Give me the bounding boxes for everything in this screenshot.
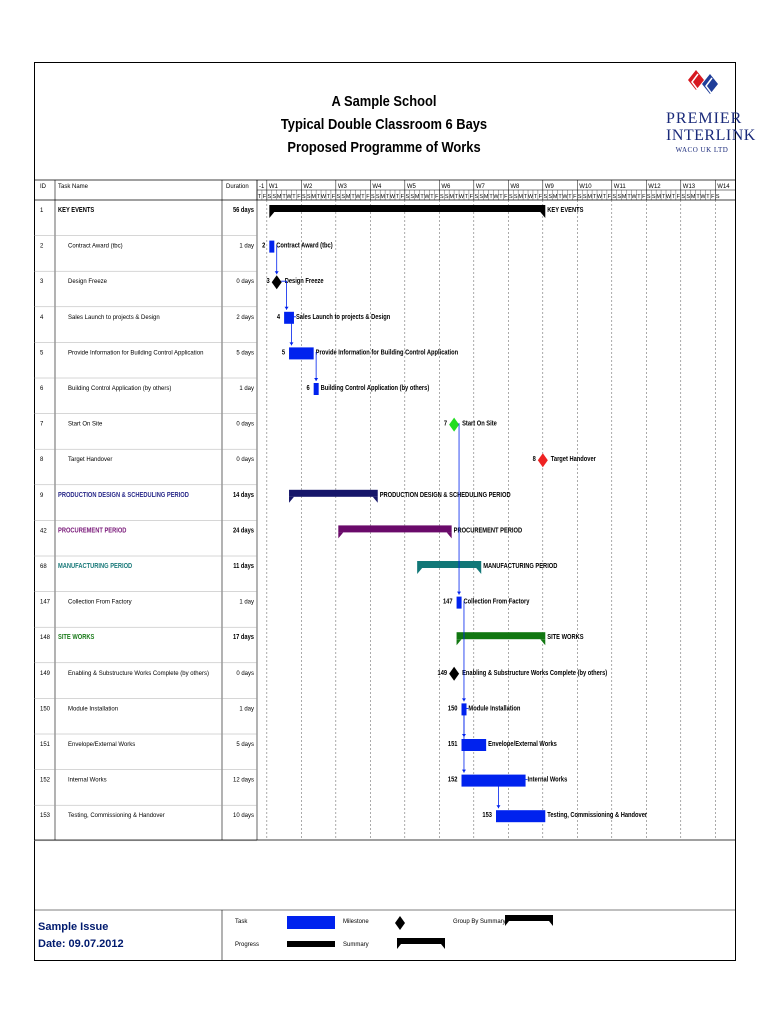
day-letter: S (301, 194, 306, 200)
milestone-diamond (449, 418, 459, 432)
day-letter: W (562, 194, 568, 200)
week-label: -1 (259, 184, 265, 190)
task-duration: 5 days (236, 350, 254, 357)
day-letter: S (508, 194, 513, 200)
day-letter: M (345, 194, 351, 200)
task-name: Sales Launch to projects & Design (68, 314, 160, 321)
title-line-1: A Sample School (331, 93, 437, 110)
day-letter: T (523, 194, 528, 200)
week-label: W10 (579, 184, 592, 190)
task-bar-label: Collection From Factory (463, 598, 530, 606)
task-bar-label: Testing, Commissioning & Handover (547, 811, 648, 820)
day-letter: T (706, 194, 710, 200)
summary-bar (338, 525, 451, 532)
day-letter: M (449, 194, 454, 200)
task-id: 1 (40, 208, 44, 214)
summary-bar-cap-left (269, 212, 274, 218)
day-letter: T (627, 194, 631, 200)
day-letter: S (577, 194, 582, 200)
task-bar-id: 2 (262, 242, 266, 250)
task-bar-label: Sales Launch to projects & Design (295, 313, 391, 321)
logo-line-2: INTERLINK (666, 127, 756, 144)
day-letter: T (464, 194, 469, 200)
day-letter: T (592, 194, 597, 200)
task-duration: 5 days (236, 742, 254, 748)
task-duration: 11 days (233, 562, 255, 571)
day-letter: S (405, 194, 410, 200)
day-letter: S (341, 194, 346, 200)
task-bar-id: 151 (447, 740, 458, 749)
day-letter: T (602, 194, 607, 200)
dependency-arrow (462, 698, 466, 701)
milestone-id: 149 (437, 669, 448, 677)
task-bar-id: 6 (306, 384, 310, 393)
task-bar-label: Contract Award (tbc) (276, 242, 333, 250)
legend-milestone-diamond (395, 916, 405, 930)
task-bar-id: 5 (281, 348, 286, 357)
day-letter: S (375, 194, 380, 200)
task-bar-label: Module Installation (468, 704, 521, 713)
day-letter: S (715, 194, 720, 200)
day-letter: F (435, 194, 439, 200)
day-letter: T (257, 194, 262, 200)
task-name: SITE WORKS (58, 633, 95, 642)
summary-bar-label: KEY EVENTS (547, 206, 584, 215)
task-duration: 0 days (236, 457, 254, 464)
dependency-arrow (496, 805, 500, 808)
day-letter: T (558, 194, 562, 200)
day-letter: W (631, 194, 637, 200)
task-bar (269, 241, 274, 253)
day-letter: F (538, 194, 543, 200)
day-letter: M (518, 194, 523, 200)
day-letter: T (385, 194, 390, 200)
task-id: 148 (40, 635, 51, 642)
day-letter: S (439, 194, 444, 200)
day-letter: S (370, 194, 375, 200)
day-letter: F (676, 194, 681, 200)
day-letter: T (696, 194, 700, 200)
task-name: Target Handover (68, 457, 113, 464)
day-letter: F (469, 194, 474, 200)
day-letter: W (458, 194, 465, 200)
milestone-label: Design Freeze (284, 277, 324, 286)
task-duration: 10 days (232, 813, 254, 820)
day-letter: T (489, 194, 493, 200)
day-letter: M (621, 194, 627, 200)
task-id: 152 (40, 777, 51, 784)
task-bar-id: 147 (443, 598, 453, 606)
day-letter: W (286, 194, 292, 200)
task-name: Collection From Factory (68, 599, 132, 606)
milestone-diamond (449, 667, 459, 681)
day-letter: S (686, 194, 691, 200)
task-id: 147 (40, 599, 51, 606)
task-name: KEY EVENTS (58, 206, 95, 215)
day-letter: F (297, 194, 301, 200)
milestone-id: 8 (532, 455, 536, 464)
task-bar-label: Building Control Application (by others) (320, 384, 430, 393)
day-letter: W (493, 194, 499, 200)
day-letter: S (582, 194, 587, 200)
day-letter: W (665, 194, 672, 200)
task-id: 6 (40, 386, 44, 392)
week-label: W5 (406, 184, 416, 190)
day-letter: F (331, 194, 336, 200)
dependency-arrow (285, 307, 289, 310)
week-label: W11 (613, 184, 626, 190)
day-letter: T (282, 194, 286, 200)
milestone-id: 3 (266, 277, 270, 286)
day-letter: M (414, 194, 420, 200)
day-letter: T (395, 194, 400, 200)
day-letter: W (424, 194, 430, 200)
task-id: 5 (40, 350, 44, 357)
day-letter: F (400, 194, 405, 200)
day-letter: T (499, 194, 503, 200)
task-duration: 12 days (232, 777, 254, 784)
summary-bar-label: MANUFACTURING PERIOD (483, 562, 558, 571)
title-line-3: Proposed Programme of Works (287, 139, 481, 156)
legend-milestone-label: Milestone (343, 919, 369, 925)
legend-summary-label: Summary (343, 942, 369, 948)
task-id: 151 (40, 742, 51, 748)
summary-bar-cap-right (476, 568, 481, 574)
day-letter: W (320, 194, 327, 200)
week-label: W4 (372, 184, 382, 190)
task-bar-id: 153 (482, 811, 493, 820)
day-letter: F (504, 194, 508, 200)
task-id: 9 (40, 492, 44, 499)
day-letter: S (474, 194, 479, 200)
week-label: W1 (268, 184, 278, 190)
day-letter: S (543, 194, 548, 200)
task-name: Building Control Application (by others) (68, 386, 172, 392)
day-letter: S (306, 194, 311, 200)
summary-bar (457, 632, 546, 639)
task-id: 7 (40, 421, 44, 428)
day-letter: T (351, 194, 355, 200)
day-letter: W (527, 194, 534, 200)
task-bar (462, 739, 487, 751)
summary-bar-cap-left (457, 639, 462, 645)
task-id: 153 (40, 813, 51, 820)
legend-summary-bar (397, 938, 445, 944)
column-header-task-name: Task Name (58, 184, 89, 190)
task-name: PROCUREMENT PERIOD (58, 526, 127, 535)
column-header-duration: Duration (226, 184, 249, 190)
day-letter: T (316, 194, 321, 200)
issue-date: Date: 09.07.2012 (38, 938, 124, 950)
logo-line-3: WACO UK LTD (675, 146, 729, 154)
day-letter: F (573, 194, 577, 200)
day-letter: S (410, 194, 415, 200)
task-name: Contract Award (tbc) (68, 243, 123, 250)
task-id: 3 (40, 279, 44, 286)
issue-label: Sample Issue (38, 921, 109, 933)
day-letter: M (552, 194, 558, 200)
day-letter: F (642, 194, 646, 200)
task-duration: 2 days (236, 314, 254, 321)
day-letter: S (336, 194, 341, 200)
day-letter: F (262, 194, 267, 200)
week-label: W3 (337, 184, 347, 190)
milestone-label: Target Handover (550, 455, 596, 464)
task-name: MANUFACTURING PERIOD (58, 562, 133, 571)
summary-bar-cap-left (417, 568, 422, 574)
task-bar-label: Envelope/External Works (488, 740, 557, 749)
summary-bar-label: PRODUCTION DESIGN & SCHEDULING PERIOD (379, 491, 511, 499)
milestone-label: Start On Site (462, 420, 497, 428)
week-label: W14 (717, 184, 730, 190)
logo-line-1: PREMIER (666, 110, 743, 127)
day-letter: W (700, 194, 706, 200)
day-letter: S (617, 194, 622, 200)
week-label: W9 (544, 184, 554, 190)
day-letter: T (568, 194, 572, 200)
task-duration: 24 days (232, 526, 255, 535)
day-letter: S (651, 194, 656, 200)
day-letter: W (596, 194, 603, 200)
day-letter: S (612, 194, 617, 200)
task-name: Module Installation (68, 706, 119, 713)
day-letter: W (389, 194, 396, 200)
day-letter: S (548, 194, 553, 200)
summary-bar-cap-left (289, 497, 294, 503)
task-id: 4 (40, 314, 44, 321)
dependency-arrow (275, 271, 279, 274)
task-bar (314, 383, 319, 395)
dependency-arrow (462, 770, 466, 773)
task-id: 149 (40, 670, 51, 677)
task-name: Envelope/External Works (68, 742, 136, 748)
legend-summary-caps (397, 944, 445, 949)
day-letter: T (420, 194, 424, 200)
task-bar-id: 152 (447, 776, 458, 784)
day-letter: W (355, 194, 361, 200)
task-name: Internal Works (68, 777, 107, 784)
day-letter: F (607, 194, 612, 200)
task-duration: 0 days (236, 670, 254, 677)
title-line-2: Typical Double Classroom 6 Bays (280, 116, 488, 133)
day-letter: T (454, 194, 459, 200)
task-duration: 1 day (239, 243, 254, 250)
day-letter: S (681, 194, 686, 200)
task-duration: 1 day (239, 599, 254, 606)
day-letter: S (272, 194, 277, 200)
summary-bar (269, 205, 545, 212)
task-bar (457, 597, 462, 609)
day-letter: T (637, 194, 641, 200)
day-letter: M (483, 194, 489, 200)
summary-bar (417, 561, 481, 568)
task-name: Start On Site (68, 421, 103, 428)
task-bar-label: Provide Information for Building Control Application (315, 348, 459, 357)
day-letter: M (276, 194, 282, 200)
day-letter: T (661, 194, 666, 200)
day-letter: F (366, 194, 370, 200)
summary-bar-cap-right (447, 532, 452, 538)
day-letter: T (671, 194, 676, 200)
task-duration: 0 days (236, 421, 254, 428)
legend-task-label: Task (235, 919, 248, 925)
legend-task-swatch (287, 916, 335, 929)
week-label: W7 (475, 184, 485, 190)
day-letter: S (646, 194, 651, 200)
day-letter: M (380, 194, 385, 200)
dependency-arrow (457, 592, 461, 595)
task-duration: 0 days (236, 279, 254, 286)
week-label: W6 (441, 184, 451, 190)
task-duration: 1 day (239, 706, 254, 713)
task-duration: 17 days (232, 633, 255, 642)
day-letter: S (479, 194, 484, 200)
week-label: W8 (510, 184, 520, 190)
day-letter: S (513, 194, 518, 200)
day-letter: M (311, 194, 316, 200)
task-id: 150 (40, 706, 51, 713)
day-letter: S (267, 194, 272, 200)
summary-bar-cap-left (338, 532, 343, 538)
legend-group-bar (505, 915, 553, 921)
task-name: Provide Information for Building Control Application (68, 350, 204, 357)
day-letter: S (444, 194, 449, 200)
task-bar (462, 775, 526, 787)
task-id: 2 (40, 243, 44, 250)
day-letter: M (690, 194, 696, 200)
week-label: W12 (648, 184, 661, 190)
task-id: 68 (40, 564, 47, 570)
summary-bar-cap-right (373, 497, 378, 503)
task-name: Enabling & Substructure Works Complete (by others) (68, 670, 209, 677)
milestone-id: 7 (443, 420, 448, 428)
day-letter: M (656, 194, 661, 200)
milestone-label: Enabling & Substructure Works Complete (by others) (462, 669, 608, 677)
day-letter: T (292, 194, 296, 200)
day-letter: T (430, 194, 434, 200)
task-bar-label: Internal Works (527, 776, 568, 784)
day-letter: M (587, 194, 592, 200)
task-id: 42 (40, 528, 47, 535)
dependency-link (281, 281, 286, 310)
task-bar (284, 312, 294, 324)
task-bar (496, 810, 545, 822)
week-label: W13 (682, 184, 696, 190)
summary-bar (289, 490, 378, 497)
task-duration: 1 day (239, 386, 254, 392)
task-bar-id: 150 (447, 704, 458, 713)
legend-progress-label: Progress (235, 942, 260, 948)
legend-group-by-summary-label: Group By Summary (453, 919, 506, 925)
task-name: Testing, Commissioning & Handover (68, 813, 165, 820)
legend-progress-swatch (287, 941, 335, 947)
day-letter: T (326, 194, 331, 200)
task-duration: 14 days (232, 491, 255, 499)
task-id: 8 (40, 457, 44, 464)
column-header-id: ID (40, 184, 46, 190)
day-letter: T (361, 194, 365, 200)
week-label: W2 (303, 184, 313, 190)
day-letter: F (711, 194, 715, 200)
task-bar-id: 4 (276, 313, 281, 321)
task-name: PRODUCTION DESIGN & SCHEDULING PERIOD (58, 491, 189, 499)
day-letter: T (533, 194, 538, 200)
summary-bar-label: PROCUREMENT PERIOD (453, 526, 523, 535)
summary-bar-label: SITE WORKS (547, 633, 584, 642)
legend-group-caps (505, 921, 553, 926)
task-duration: 56 days (232, 206, 255, 215)
task-bar (289, 347, 314, 359)
dependency-arrow (289, 342, 293, 345)
milestone-diamond (538, 453, 548, 467)
dependency-arrow (314, 378, 318, 381)
milestone-diamond (272, 275, 282, 289)
task-name: Design Freeze (68, 279, 108, 286)
